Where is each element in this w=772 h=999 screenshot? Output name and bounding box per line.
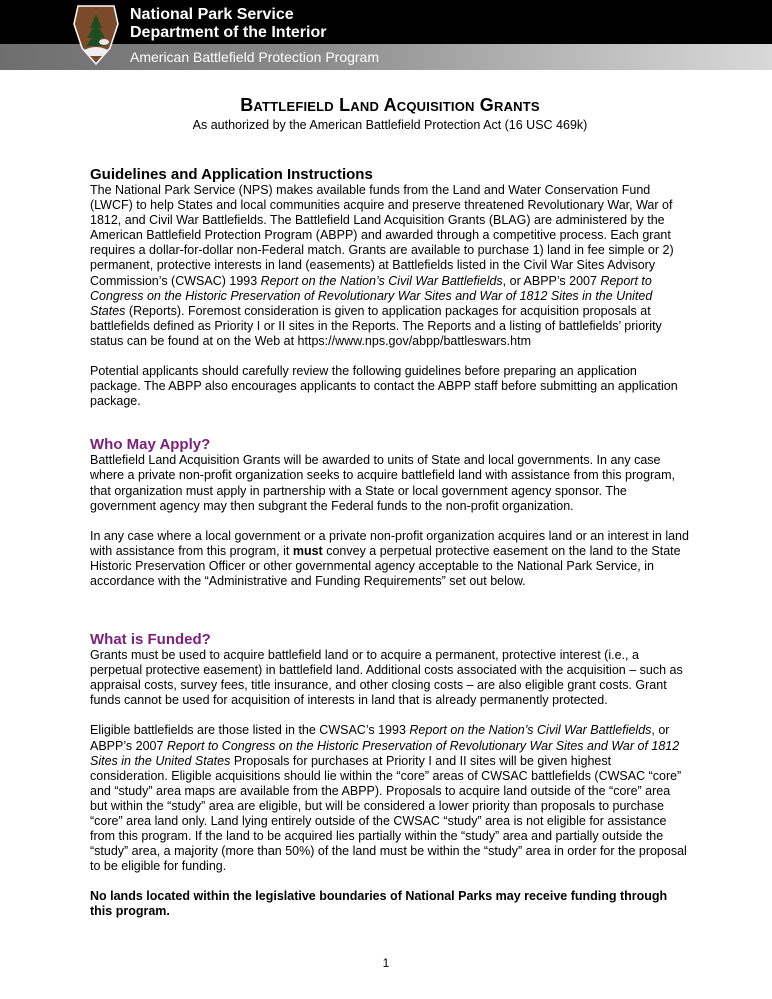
document-subtitle: As authorized by the American Battlefield Protection Act (16 USC 469k) (192, 118, 588, 132)
guidelines-paragraph-1: The National Park Service (NPS) makes available funds from the Land and Water Conservation Fund (LWCF) to help States and local communities acquire and preserve threatened Revolutionary War, War of 1812, and Civil War Battlefields. The Battlefield Land Acquisition Grants (BLAG) are administered by the American Battlefield Protection Program (ABPP) and awarded through a competitive process. Each grant requires a dollar-for-dollar non-Federal match. Grants are available to purchase 1) land in fee simple or 2) permanent, protective interests in land (easements) at Battlefields listed in the Civil War Sites Advisory Commission’s (CWSAC) 1993 Report on the Nation’s Civil War Battlefields, or ABPP’s 2007 Report to Congress on the Historic Preservation of Revolutionary War Sites and War of 1812 Sites in the United States (Reports). Foremost consideration is given to application packages for acquisition proposals at battlefields defined as Priority I or II sites in the Reports. The Reports and a listing of battlefields’ priority status can be found at on the Web at https://www.nps.gov/abpp/battleswars.htm (90, 183, 674, 348)
what-is-funded-paragraph-2: Eligible battlefields are those listed in the CWSAC’s 1993 Report on the Nation’s Civil War Battlefields, or ABPP’s 2007 Report to Congress on the Historic Preservation of Revolutionary War Sites and War of 1812 Sites in the United States Proposals for purchases at Priority I and II sites will be given highest consideration. Eligible acquisitions should lie within the “core” areas of CWSAC battlefields (CWSAC “core” and “study” area maps are available from the ABPP). Proposals to acquire land outside of the “core” area but within the “study” area are eligible, but will be considered a lower priority than proposals to purchase “core” area land only. Land lying entirely outside of the CWSAC “study” area is not eligible for assistance from this program. If the land to be acquired lies partially within the “study” area and partially outside the “study” area, a majority (more than 50%) of the land must be within the “study” area in order for the proposal to be eligible for funding. (90, 723, 687, 874)
program-name: American Battlefield Protection Program (130, 49, 379, 65)
document-title: Battlefield Land Acquisition Grants (240, 95, 540, 115)
section-heading-guidelines: Guidelines and Application Instructions (90, 166, 373, 183)
guidelines-paragraph-2: Potential applicants should carefully review the following guidelines before preparing an application package. The ABPP also encourages applicants to contact the ABPP staff before submitting an application package. (90, 364, 678, 409)
nps-arrowhead-logo (72, 4, 120, 66)
who-may-apply-paragraph-1: Battlefield Land Acquisition Grants will be awarded to units of State and local governments. In any case where a private non-profit organization seeks to acquire battlefield land with assistance from this program, that organization must apply in partnership with a State or local government agency sponsor. The government agency may then subgrant the Federal funds to the non-profit organization. (90, 453, 676, 513)
page-number: 1 (382, 956, 390, 970)
section-heading-what-is-funded: What is Funded? (90, 631, 211, 649)
agency-name: National Park Service (130, 6, 294, 23)
department-name: Department of the Interior (130, 24, 327, 41)
what-is-funded-paragraph-3: No lands located within the legislative boundaries of National Parks may receive funding through this program. (90, 889, 668, 919)
page-banner (0, 0, 772, 70)
what-is-funded-paragraph-1: Grants must be used to acquire battlefield land or to acquire a permanent, protective interest (i.e., a perpetual protective easement) in battlefield land. Additional costs associated with the acquisition – such as appraisal costs, survey fees, title insurance, and other closing costs – are also eligible grant costs. Grant funds cannot be used for acquisition of interests in land that is already permanently protected. (90, 648, 683, 708)
who-may-apply-paragraph-2: In any case where a local government or a private non-profit organization acquires land or an interest in land with assistance from this program, it must convey a perpetual protective easement on the land to the State Historic Preservation Officer or other governmental agency acceptable to the National Park Service, in accordance with the “Administrative and Funding Requirements” set out below. (90, 528, 689, 588)
document-body (90, 94, 690, 920)
section-heading-who-may-apply: Who May Apply? (90, 436, 211, 454)
